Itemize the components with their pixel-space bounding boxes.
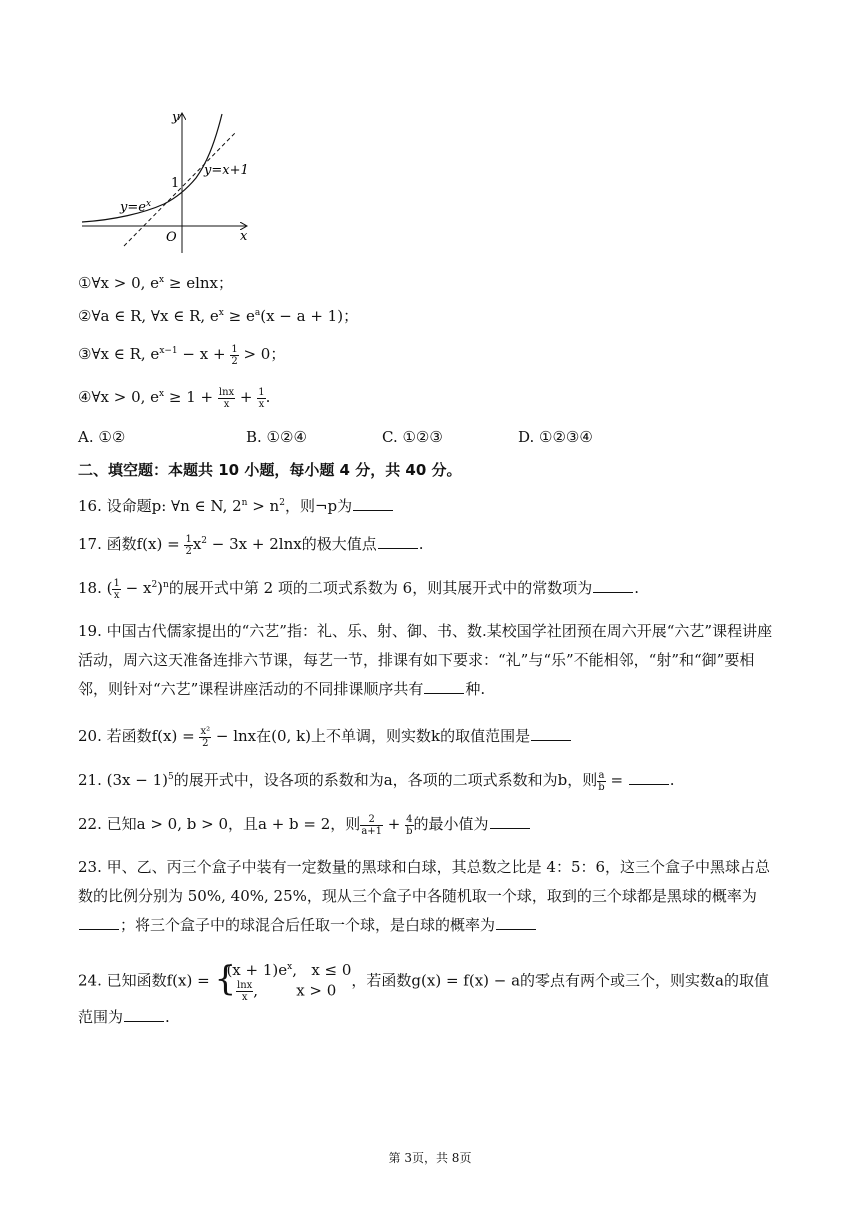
- answer-blank: [531, 725, 571, 741]
- answer-blank: [496, 914, 536, 930]
- statement-2: ②∀a ∈ R, ∀x ∈ R, $e^x \ge e^a(x - a + 1)$；: [78, 307, 359, 325]
- intercept-label: 1: [171, 176, 180, 191]
- question-21: 21. $(3x - 1)^5$的展开式中，设各项的系数和为a，各项的二项式系数和为b，则 $\frac{a}{b}$ = .: [78, 769, 675, 793]
- question-22: 22. 已知a > 0, b > 0，且a + b = 2，则 $\frac{2}{a+1}$ + $\frac{4}{b}$ 的最小值为: [78, 812, 531, 837]
- y-axis-label: y: [172, 110, 180, 125]
- answer-blank: [424, 678, 464, 694]
- piecewise-definition: { $(x + 1)e^x$, x ≤ 0 $\frac{\ln x}{x}$ , x > 0: [214, 959, 352, 1003]
- question-19: 19. 中国古代儒家提出的“六艺”指：礼、乐、射、御、书、数.某校国学社团预在周六开展“六艺”课程讲座活动，周六这天准备连排六节课，每艺一节，排课有如下要求：“礼”与“乐”不能相邻，“射”和“御”要相邻，则针对“六艺”课程讲座活动的不同排课顺序共有 种.: [78, 622, 773, 698]
- question-18: 18. ( $\frac{1}{x}$ − $x^2)^n$的展开式中第 2 项的二项式系数为 6，则其展开式中的常数项为 .: [78, 577, 640, 601]
- statement-1: ①∀x > 0, $e^x \ge elnx$；: [78, 274, 234, 292]
- tangent-label: y=x+1: [204, 163, 249, 178]
- question-16: 16. 设命题p: ∀n ∈ N, $2^n > n^2$，则¬p为: [78, 494, 394, 518]
- statement-4: ④∀x > 0, $e^x \ge 1$ + $\frac{\ln x}{x}$ + $\frac{1}{x}$ .: [78, 386, 271, 410]
- answer-blank: [490, 813, 530, 829]
- exp-curve: [82, 114, 222, 222]
- curve-label: $y=e^x$: [120, 199, 152, 215]
- choice-a: A. ①②: [78, 428, 126, 446]
- question-24: 24. 已知函数f(x) = { $(x + 1)e^x$, x ≤ 0 $\frac{\ln x}{x}$ , x > 0 ，若函数g(x) = f(x) − a的零点有两个或三个，则实数a的取值范围为 .: [78, 959, 769, 1026]
- answer-blank: [629, 769, 669, 785]
- answer-blank: [353, 495, 393, 511]
- choice-b: B. ①②④: [246, 428, 307, 446]
- exponential-graph: [74, 108, 264, 256]
- question-17: 17. 函数f(x) = $\frac{1}{2}$ $x^2 - 3x + 2\ln x$的极大值点 .: [78, 533, 424, 557]
- section-title: 二、填空题：本题共 10 小题，每小题 4 分，共 40 分。: [78, 461, 462, 479]
- question-23: 23. 甲、乙、丙三个盒子中装有一定数量的黑球和白球，其总数之比是 4：5：6，这三个盒子中黑球占总数的比例分别为 50%, 40%, 25%，现从三个盒子中各随机取一个球，取到的三个球都是黑球的概率为；将三个盒子中的球混合后任取一个球，是白球的概率为: [78, 858, 771, 934]
- answer-choices: [78, 425, 778, 449]
- tangent-line: [124, 132, 236, 246]
- answer-blank: [79, 914, 119, 930]
- origin-label: O: [166, 230, 177, 245]
- answer-blank: [593, 577, 633, 593]
- page-footer: 第 3页，共 8页: [388, 1151, 472, 1165]
- question-20: 20. 若函数f(x) = $\frac{\text{x²}}{2}$ − lnx在(0, k)上不单调，则实数k的取值范围是: [78, 724, 572, 749]
- choice-d: D. ①②③④: [518, 428, 593, 446]
- answer-blank: [378, 533, 418, 549]
- answer-blank: [124, 1006, 164, 1022]
- choice-c: C. ①②③: [382, 428, 443, 446]
- x-axis-label: x: [240, 229, 248, 244]
- statement-3: ③∀x ∈ R, $e^{x-1} - x$ + $\frac{1}{2}$ > 0；: [78, 343, 286, 367]
